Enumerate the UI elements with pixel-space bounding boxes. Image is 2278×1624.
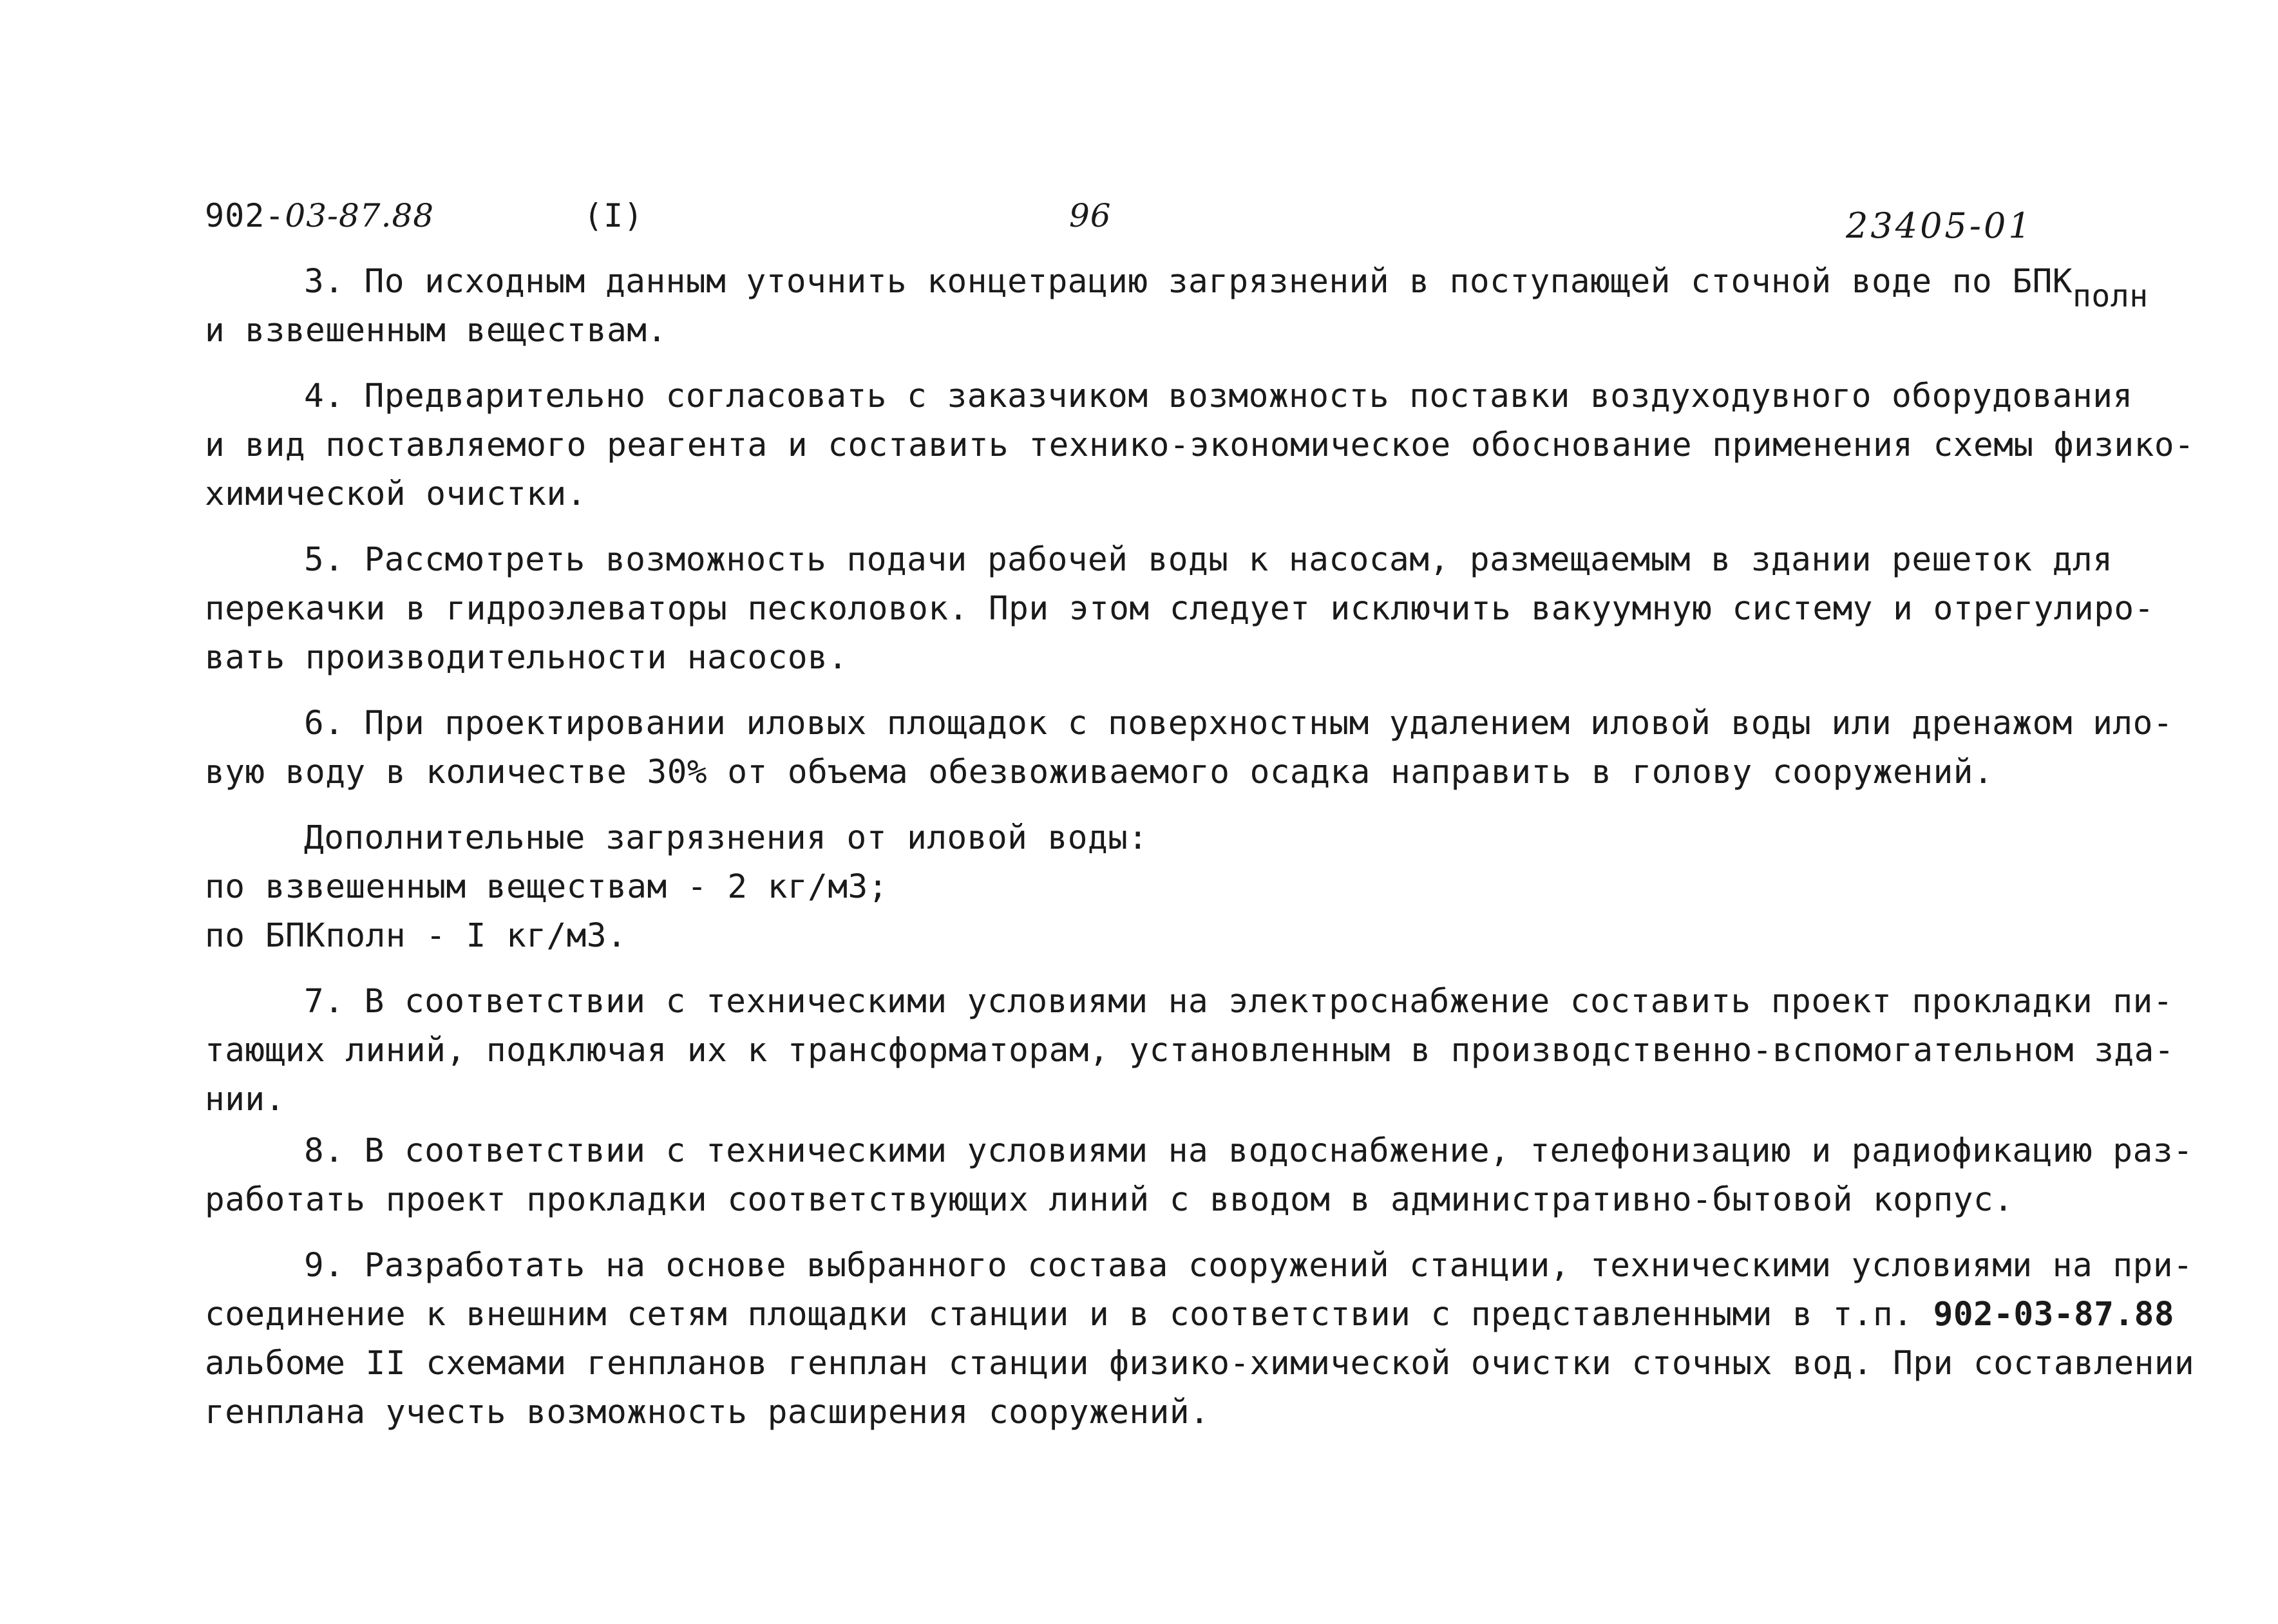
item-9 bbox=[205, 1242, 2195, 1437]
item-3 bbox=[205, 258, 2176, 355]
item-9-line-3: альбоме II схемами генпланов генплан станции физико-химической очистки сточных вод. При составлении bbox=[205, 1345, 2195, 1383]
item-8-line-2: работать проект прокладки соответствующих линий с вводом в административно-бытовой корпус. bbox=[205, 1181, 2014, 1219]
item-3-text: 3. По исходным данным уточнить концетрацию загрязнений в поступающей сточной воде по БПК bbox=[304, 263, 2073, 301]
item-6 bbox=[205, 699, 2176, 797]
document-body bbox=[205, 258, 2195, 1454]
item-5-line-1: 5. Рассмотреть возможность подачи рабочей воды к насосам, размещаемым в здании решеток для bbox=[304, 541, 2113, 579]
item-5-line-3: вать производительности насосов. bbox=[205, 639, 848, 677]
item-7 bbox=[205, 977, 2176, 1124]
item-6-line-1: 6. При проектировании иловых площадок с поверхностным удалением иловой воды или дренажом ило- bbox=[304, 704, 2174, 742]
document-number: 23405-01 bbox=[1846, 205, 2033, 246]
item-9-line-1: 9. Разработать на основе выбранного состава сооружений станции, техническими условиями на при- bbox=[304, 1247, 2194, 1285]
item-7-line-3: нии. bbox=[205, 1081, 285, 1119]
item-9-project-code: 902-03-87.88 bbox=[1933, 1296, 2175, 1334]
item-9-line-2-text: соединение к внешним сетям площадки станции и в соответствии с представленными в т.п. bbox=[205, 1296, 1933, 1334]
item-4-line-3: химической очистки. bbox=[205, 475, 587, 513]
header-project-code bbox=[205, 193, 434, 238]
page-number: 96 bbox=[1069, 197, 1112, 234]
additional-pollutants bbox=[205, 814, 2176, 961]
item-5-line-2: перекачки в гидроэлеваторы песколовок. При этом следует исключить вакуумную систему и отрегулиро- bbox=[205, 590, 2154, 628]
item-6-line-2: вую воду в количестве 30% от объема обезвоживаемого осадка направить в голову сооружений. bbox=[205, 753, 1994, 791]
item-4-line-1: 4. Предварительно согласовать с заказчиком возможность поставки воздуходувного оборудования bbox=[304, 377, 2133, 415]
item-7-line-1: 7. В соответствии с техническими условиями на электроснабжение составить проект прокладки пи- bbox=[304, 983, 2174, 1021]
header-code-prefix: 902- bbox=[205, 197, 285, 234]
additional-pollutants-suspended: по взвешенным веществам - 2 кг/м3; bbox=[205, 868, 888, 906]
item-5 bbox=[205, 536, 2176, 683]
item-9-line-2 bbox=[205, 1290, 2176, 1339]
item-7-line-2: тающих линий, подключая их к трансформаторам, установленным в производственно-вспомогательном зда- bbox=[205, 1032, 2175, 1070]
item-4 bbox=[205, 372, 2195, 519]
item-3-line-2: и взвешенным веществам. bbox=[205, 312, 667, 350]
additional-pollutants-bpk: по БПКполн - I кг/м3. bbox=[205, 917, 627, 955]
header-code-handwritten: 03-87.88 bbox=[285, 197, 435, 234]
bpk-subscript: полн bbox=[2073, 278, 2149, 314]
item-8-line-1: 8. В соответствии с техническими условиями на водоснабжение, телефонизацию и радиофикацию раз- bbox=[304, 1132, 2194, 1170]
additional-pollutants-heading: Дополнительные загрязнения от иловой воды: bbox=[304, 819, 1148, 857]
item-4-line-2: и вид поставляемого реагента и составить технико-экономическое обоснование применения схемы физико- bbox=[205, 426, 2195, 464]
item-8 bbox=[205, 1127, 2194, 1225]
item-3-line-1 bbox=[205, 258, 2176, 314]
header-volume: (I) bbox=[584, 197, 644, 234]
item-9-line-4: генплана учесть возможность расширения сооружений. bbox=[205, 1393, 1210, 1431]
